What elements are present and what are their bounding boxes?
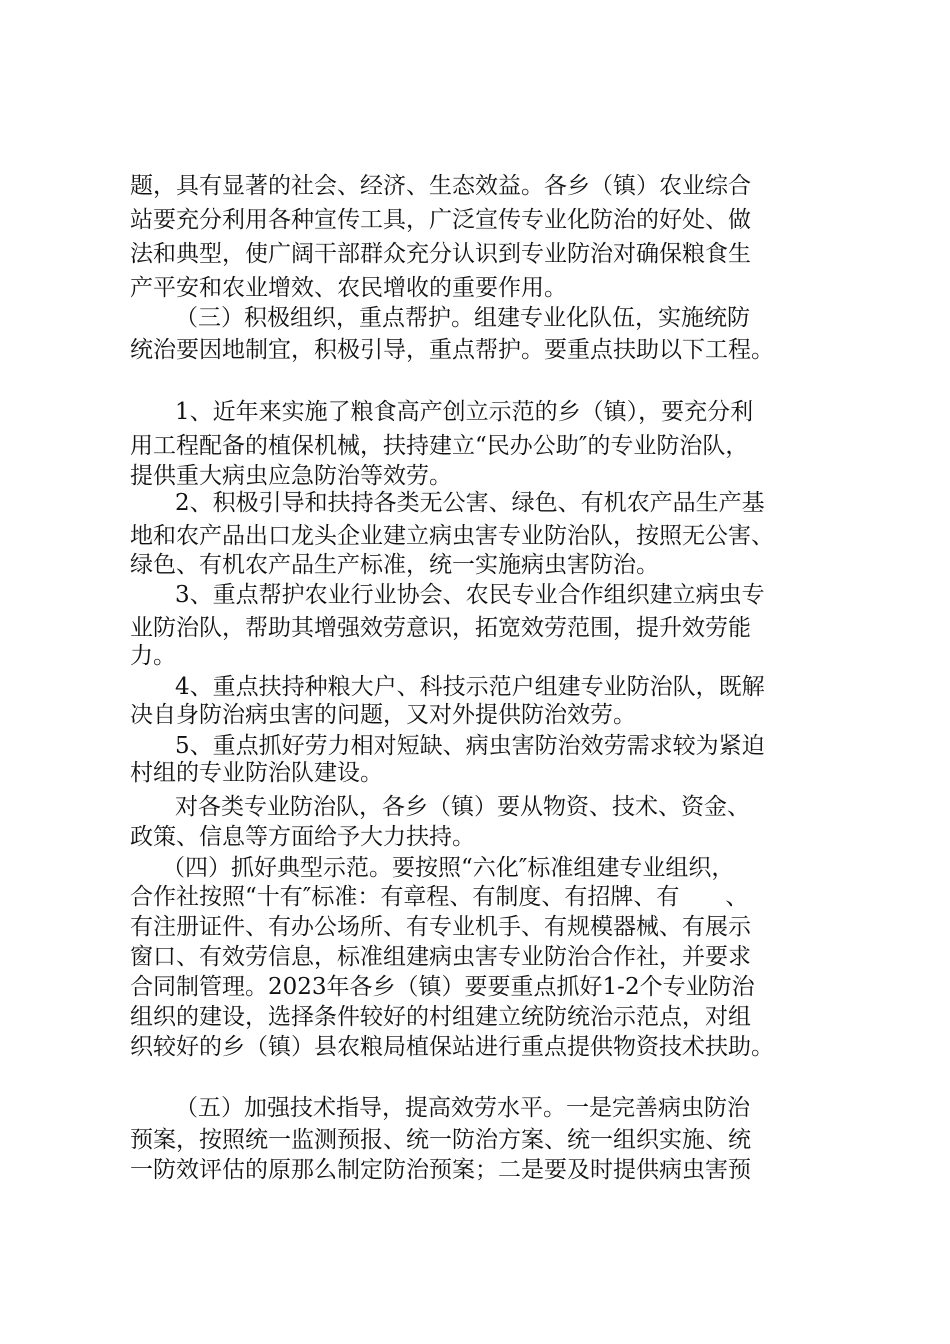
text-line: 村组的专业防治队建设。 (130, 760, 383, 786)
text-line: 4、重点扶持种粮大户、科技示范户组建专业防治队，既解 (175, 674, 765, 700)
text-line: 统治要因地制宜，积极引导，重点帮护。要重点扶助以下工程。 (130, 337, 774, 363)
text-line: 站要充分利用各种宣传工具，广泛宣传专业化防治的好处、做 (130, 207, 751, 233)
text-line: 2、积极引导和扶持各类无公害、绿色、有机农产品生产基 (175, 490, 765, 516)
text-line: 力。 (130, 643, 176, 669)
text-line: 预案，按照统一监测预报、统一防治方案、统一组织实施、统 (130, 1127, 751, 1153)
text-line: 决自身防治病虫害的问题，又对外提供防治效劳。 (130, 702, 636, 728)
text-line: （四）抓好典型示范。要按照“六化″标准组建专业组织， (162, 855, 735, 881)
text-line: 绿色、有机农产品生产标准，统一实施病虫害防治。 (130, 552, 659, 578)
text-line: 对各类专业防治队，各乡（镇）要从物资、技术、资金、 (175, 794, 750, 820)
text-line: 业防治队，帮助其增强效劳意识，拓宽效劳范围，提升效劳能 (130, 615, 751, 641)
text-line: （三）积极组织，重点帮护。组建专业化队伍，实施统防 (175, 305, 750, 331)
text-line: 合同制管理。2023年各乡（镇）要要重点抓好1-2个专业防治 (130, 974, 755, 1000)
text-line: 织较好的乡（镇）县农粮局植保站进行重点提供物资技术扶助。 (130, 1034, 774, 1060)
text-line: 用工程配备的植保机械，扶持建立“民办公助″的专业防治队， (130, 433, 749, 459)
text-line: 5、重点抓好劳力相对短缺、病虫害防治效劳需求较为紧迫 (175, 733, 765, 759)
text-line: 1、近年来实施了粮食高产创立示范的乡（镇），要充分利 (175, 399, 754, 425)
text-line: 提供重大病虫应急防治等效劳。 (130, 463, 452, 489)
text-line: 题，具有显著的社会、经济、生态效益。各乡（镇）农业综合 (130, 173, 751, 199)
text-line: 组织的建设，选择条件较好的村组建立统防统治示范点，对组 (130, 1004, 751, 1030)
text-line: （五）加强技术指导，提高效劳水平。一是完善病虫防治 (175, 1095, 750, 1121)
text-line: 合作社按照“十有″标准：有章程、有制度、有招牌、有 、 (130, 884, 749, 910)
text-line: 有注册证件、有办公场所、有专业机手、有规模器械、有展示 (130, 914, 751, 940)
text-line: 地和农产品出口龙头企业建立病虫害专业防治队，按照无公害、 (130, 523, 774, 549)
text-line: 法和典型，使广阔干部群众充分认识到专业防治对确保粮食生 (130, 241, 751, 267)
text-line: 一防效评估的原那么制定防治预案；二是要及时提供病虫害预 (130, 1157, 751, 1183)
text-line: 窗口、有效劳信息，标准组建病虫害专业防治合作社，并要求 (130, 944, 751, 970)
text-line: 政策、信息等方面给予大力扶持。 (130, 824, 475, 850)
text-line: 产平安和农业增效、农民增收的重要作用。 (130, 275, 567, 301)
text-line: 3、重点帮护农业行业协会、农民专业合作组织建立病虫专 (175, 582, 765, 608)
